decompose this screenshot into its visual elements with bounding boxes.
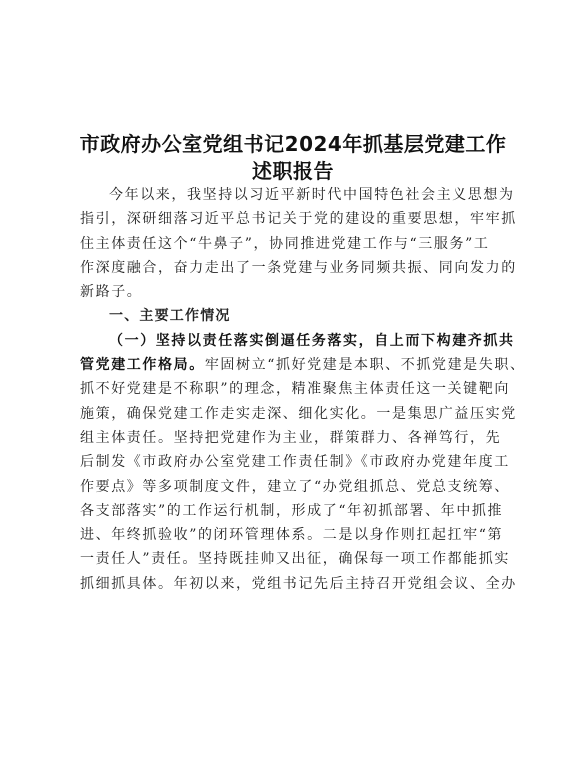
paragraph-line: 后制发《市政府办公室党建工作责任制》《市政府办党建年度工 [80,454,510,471]
paragraph-text: 牢固树立“抓好党建是本职、不抓党建是失职、 [204,357,526,374]
subsection-heading: （一）坚持以责任落实倒逼任务落实，自上而下构建齐抓共 [109,332,515,349]
paragraph-line: 新路子。 [80,284,143,301]
paragraph-line: 抓不好党建是不称职”的理念，精准聚焦主体责任这一关键靶向 [80,381,510,398]
paragraph-line: 今年以来，我坚持以习近平新时代中国特色社会主义思想为 [109,187,515,203]
paragraph-line: 施策，确保党建工作走实走深、细化实化。一是集思广益压实党 [80,405,517,422]
section-heading: 一、主要工作情况 [109,308,231,325]
paragraph-line [80,353,526,377]
paragraph-line: 组主体责任。坚持把党建作为主业，群策群力、各禅笃行，先 [80,429,502,446]
paragraph-line: 指引，深研细落习近平总书记关于党的建设的重要思想，牢牢抓 [80,211,517,228]
paragraph-line: 抓细抓具体。年初以来，党组书记先后主持召开党组会议、全办 [80,575,517,592]
document-title-line-2: 述职报告 [252,159,334,183]
paragraph-line: 住主体责任这个“牛鼻子”，协同推进党建工作与“三服务”工 [80,235,490,252]
paragraph-line: 一责任人”责任。坚持既挂帅又出征，确保每一项工作都能抓实 [80,551,510,568]
paragraph-line: 作深度融合，奋力走出了一条党建与业务同频共振、同向发力的 [80,259,517,276]
document-body [80,183,526,596]
paragraph-line: 进、年终抓验收”的闭环管理体系。二是以身作则扛起扛牢“第 [80,527,504,544]
paragraph-line: 各支部落实”的工作运行机制，形成了“年初抓部署、年中抓推 [80,502,504,519]
document-title-line-1: 市政府办公室党组书记2024年抓基层党建工作 [79,132,507,156]
subsection-heading-continued: 管党建工作格局。 [80,357,205,374]
paragraph-line: 作要点》等多项制度文件，建立了“办党组抓总、党总支统筹、 [80,478,510,495]
